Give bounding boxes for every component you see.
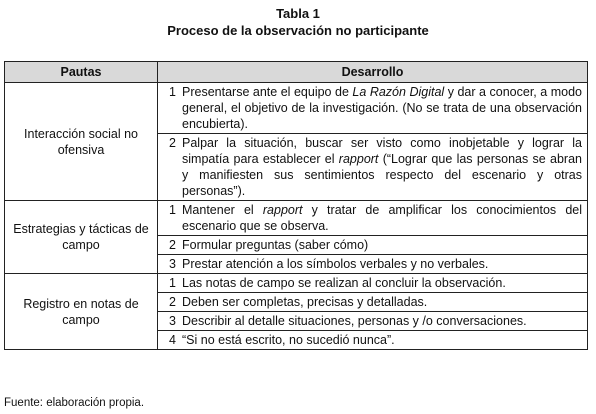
desarrollo-cell [158, 83, 588, 134]
desarrollo-cell [158, 236, 588, 255]
item-text-part: Describir al detalle situaciones, personas y /o conversaciones. [182, 314, 527, 328]
table-body [5, 83, 588, 350]
item-text [182, 202, 582, 234]
header-pautas: Pautas [5, 62, 158, 83]
item-number: 2 [169, 238, 176, 252]
desarrollo-cell [158, 255, 588, 274]
item-number: 4 [169, 333, 176, 347]
item-text-part: “Si no está escrito, no sucedió nunca”. [182, 333, 395, 347]
desarrollo-cell [158, 201, 588, 236]
item-number: 2 [169, 295, 176, 309]
pauta-cell: Registro en notas de campo [5, 274, 158, 350]
item-text [182, 275, 582, 291]
item-text-emphasis: rapport [262, 203, 303, 217]
observation-table [4, 61, 588, 350]
item-text-part: (“Lograr que las personas se abran y manifiesten sus sentimientos respecto del escenario y otras personas”). [182, 152, 582, 198]
desarrollo-cell [158, 274, 588, 293]
item-text-emphasis: La Razón Digital [352, 85, 445, 99]
table-row [5, 83, 588, 134]
item-text-part: y tratar de amplificar los conocimientos del escenario que se observa. [182, 203, 583, 233]
item-number: 3 [169, 257, 176, 271]
item-number: 1 [169, 276, 176, 290]
desarrollo-cell [158, 293, 588, 312]
item-text-part: y dar a conocer, a modo general, el objetivo de la investigación. (No se trata de una observación encubierta). [182, 85, 582, 131]
desarrollo-cell [158, 134, 588, 201]
item-text-emphasis: rapport [338, 152, 379, 166]
item-number: 3 [169, 314, 176, 328]
desarrollo-cell [158, 331, 588, 350]
pauta-cell: Interacción social no ofensiva [5, 83, 158, 201]
item-text-part: Las notas de campo se realizan al concluir la observación. [182, 276, 506, 290]
item-text-part: Presentarse ante el equipo de [182, 85, 353, 99]
header-desarrollo: Desarrollo [158, 62, 588, 83]
item-number: 2 [169, 136, 176, 150]
item-text-part: Deben ser completas, precisas y detalladas. [182, 295, 428, 309]
item-text-part: Prestar atención a los símbolos verbales y no verbales. [182, 257, 489, 271]
item-text [182, 135, 582, 199]
item-text-part: Formular preguntas (saber cómo) [182, 238, 369, 252]
source-note: Fuente: elaboración propia. [4, 397, 145, 409]
item-text [182, 294, 582, 310]
table-subtitle: Proceso de la observación no participante [167, 23, 429, 38]
table-title: Tabla 1 [276, 6, 320, 21]
item-text [182, 332, 582, 348]
item-number: 1 [169, 203, 176, 217]
pauta-cell: Estrategias y tácticas de campo [5, 201, 158, 274]
table-header-row [5, 62, 588, 83]
item-number: 1 [169, 85, 176, 99]
item-text [182, 256, 582, 272]
item-text-part: Mantener el [182, 203, 263, 217]
item-text-part: Palpar la situación, buscar ser visto como inobjetable y lograr la simpatía para establecer el [182, 136, 582, 166]
item-text [182, 237, 582, 253]
item-text [182, 313, 582, 329]
desarrollo-cell [158, 312, 588, 331]
table-row [5, 201, 588, 236]
table-row [5, 274, 588, 293]
item-text [182, 84, 582, 132]
